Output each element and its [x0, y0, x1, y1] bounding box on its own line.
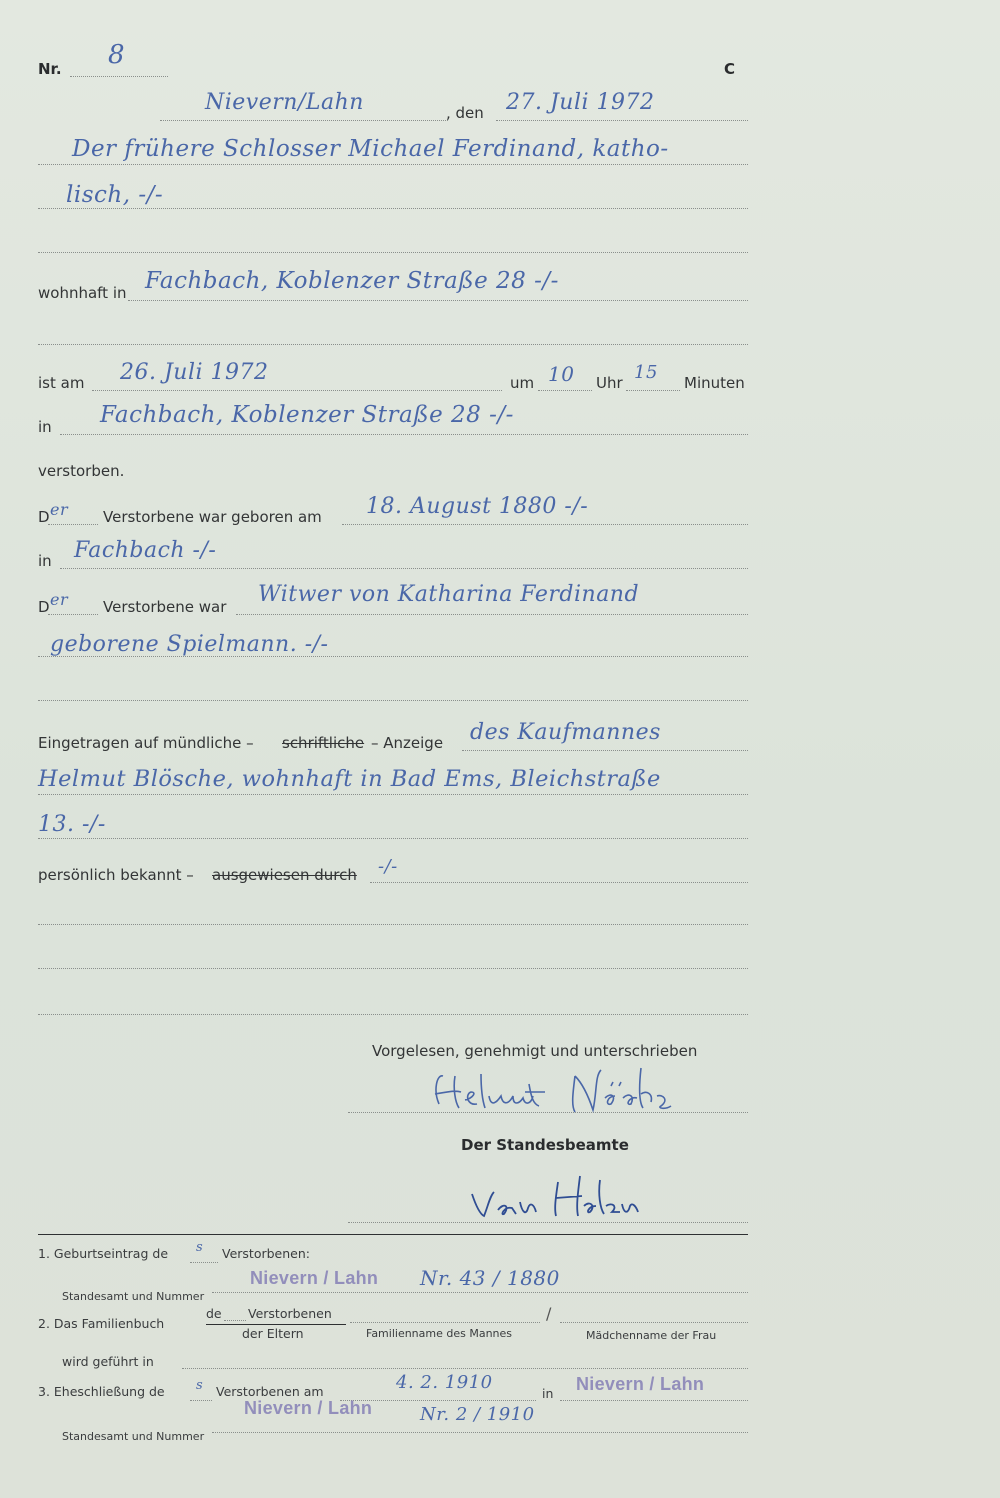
marital-der-prefix: D	[38, 598, 50, 616]
verstorbenen-label: Verstorbenen	[248, 1306, 332, 1321]
residence-label: wohnhaft in	[38, 284, 127, 302]
death-minutes: 15	[634, 362, 658, 383]
rule	[48, 614, 98, 615]
identity-value: -/-	[378, 856, 398, 877]
deceased-line-1: Der frühere Schlosser Michael Ferdinand, katho-	[72, 136, 669, 162]
birth-label: Verstorbene war geboren am	[103, 508, 322, 526]
eltern-label: der Eltern	[242, 1326, 304, 1341]
identity-label-a: persönlich bekannt –	[38, 866, 194, 884]
rule	[60, 568, 748, 569]
rule	[212, 1432, 748, 1433]
death-place: Fachbach, Koblenzer Straße 28 -/-	[100, 402, 514, 428]
marital-der-suffix: er	[50, 590, 69, 609]
nr-value: 8	[108, 40, 126, 70]
gefuehrt-label: wird geführt in	[62, 1354, 154, 1369]
maedchenname-label: Mädchenname der Frau	[586, 1329, 717, 1342]
um-label: um	[510, 374, 535, 392]
registration-line-3: 13. -/-	[38, 812, 106, 837]
rule	[38, 208, 748, 209]
residence-value: Fachbach, Koblenzer Straße 28 -/-	[145, 268, 559, 294]
item1-number: Nr. 43 / 1880	[420, 1266, 560, 1290]
nr-label: Nr.	[38, 60, 62, 78]
item3-label-a: 3. Eheschließung de	[38, 1384, 165, 1399]
rule	[38, 1014, 748, 1015]
rule	[38, 344, 748, 345]
uhr-label: Uhr	[596, 374, 623, 392]
rule	[48, 524, 98, 525]
death-in-label: in	[38, 418, 52, 436]
form-letter: C	[724, 60, 736, 78]
marital-label: Verstorbene war	[103, 598, 227, 616]
registration-label-b: – Anzeige	[371, 734, 444, 752]
registration-label-struck: schriftliche	[282, 734, 365, 752]
stamp-nievern-2: Nievern / Lahn	[576, 1374, 705, 1394]
rule	[560, 1400, 748, 1401]
standesamt-label: Standesamt und Nummer	[62, 1290, 205, 1303]
read-approved-label: Vorgelesen, genehmigt und unterschrieben	[372, 1042, 698, 1060]
familienname-label: Familienname des Mannes	[366, 1327, 513, 1340]
standesamt-label-2: Standesamt und Nummer	[62, 1430, 205, 1443]
registration-label-a: Eingetragen auf mündliche –	[38, 734, 254, 752]
verstorben-label: verstorben.	[38, 462, 125, 480]
date-line	[496, 120, 748, 121]
rule	[370, 882, 748, 883]
rule	[462, 750, 748, 751]
rule	[538, 390, 592, 391]
rule	[206, 1324, 346, 1325]
item3-number: Nr. 2 / 1910	[420, 1404, 535, 1425]
item1-label-a: 1. Geburtseintrag de	[38, 1246, 169, 1261]
informant-signature	[425, 1062, 705, 1124]
rule	[38, 924, 748, 925]
rule	[60, 434, 748, 435]
rule	[38, 700, 748, 701]
marital-line-2: geborene Spielmann. -/-	[50, 632, 329, 657]
rule	[38, 164, 748, 165]
registration-line-1: des Kaufmannes	[470, 720, 661, 745]
rule	[350, 1322, 540, 1323]
item3-suffix: s	[196, 1378, 204, 1393]
minuten-label: Minuten	[684, 374, 745, 392]
rule	[224, 1320, 246, 1321]
place-value: Nievern/Lahn	[205, 90, 364, 115]
stamp-nievern-3: Nievern / Lahn	[244, 1398, 373, 1418]
item3-label-b: Verstorbenen am	[216, 1384, 324, 1399]
rule	[38, 656, 748, 657]
birth-der-suffix: er	[50, 500, 69, 519]
rule	[190, 1400, 212, 1401]
rule	[38, 968, 748, 969]
rule	[38, 838, 748, 839]
rule	[128, 300, 748, 301]
ist-am-label: ist am	[38, 374, 85, 392]
identity-label-struck: ausgewiesen durch	[212, 866, 357, 884]
rule	[212, 1292, 748, 1293]
deceased-line-2: lisch, -/-	[66, 182, 164, 208]
marital-line-1: Witwer von Katharina Ferdinand	[258, 582, 640, 607]
slash: /	[546, 1304, 552, 1323]
rule	[560, 1322, 748, 1323]
registrar-signature	[462, 1166, 642, 1226]
stamp-nievern-1: Nievern / Lahn	[250, 1268, 379, 1288]
footer-separator	[38, 1234, 748, 1235]
rule	[190, 1262, 218, 1263]
record-date: 27. Juli 1972	[506, 90, 655, 115]
den-label: , den	[446, 104, 484, 122]
rule	[38, 252, 748, 253]
item3-in-label: in	[542, 1386, 554, 1401]
rule	[38, 794, 748, 795]
nr-line	[70, 76, 168, 77]
birth-date: 18. August 1880 -/-	[366, 494, 589, 519]
registration-line-2: Helmut Blösche, wohnhaft in Bad Ems, Bleichstraße	[38, 766, 661, 792]
rule	[342, 524, 748, 525]
death-date: 26. Juli 1972	[120, 360, 269, 385]
registrar-label: Der Standesbeamte	[461, 1136, 629, 1154]
place-line	[160, 120, 448, 121]
rule	[626, 390, 680, 391]
item1-label-b: Verstorbenen:	[222, 1246, 310, 1261]
birth-der-prefix: D	[38, 508, 50, 526]
death-hour: 10	[548, 362, 575, 386]
birth-place: Fachbach -/-	[74, 538, 217, 563]
item1-suffix: s	[196, 1240, 204, 1255]
birth-in-label: in	[38, 552, 52, 570]
de-label: de	[206, 1306, 222, 1321]
rule	[92, 390, 502, 391]
rule	[236, 614, 748, 615]
item2-label: 2. Das Familienbuch	[38, 1316, 165, 1331]
rule	[182, 1368, 748, 1369]
marriage-date: 4. 2. 1910	[396, 1372, 493, 1393]
